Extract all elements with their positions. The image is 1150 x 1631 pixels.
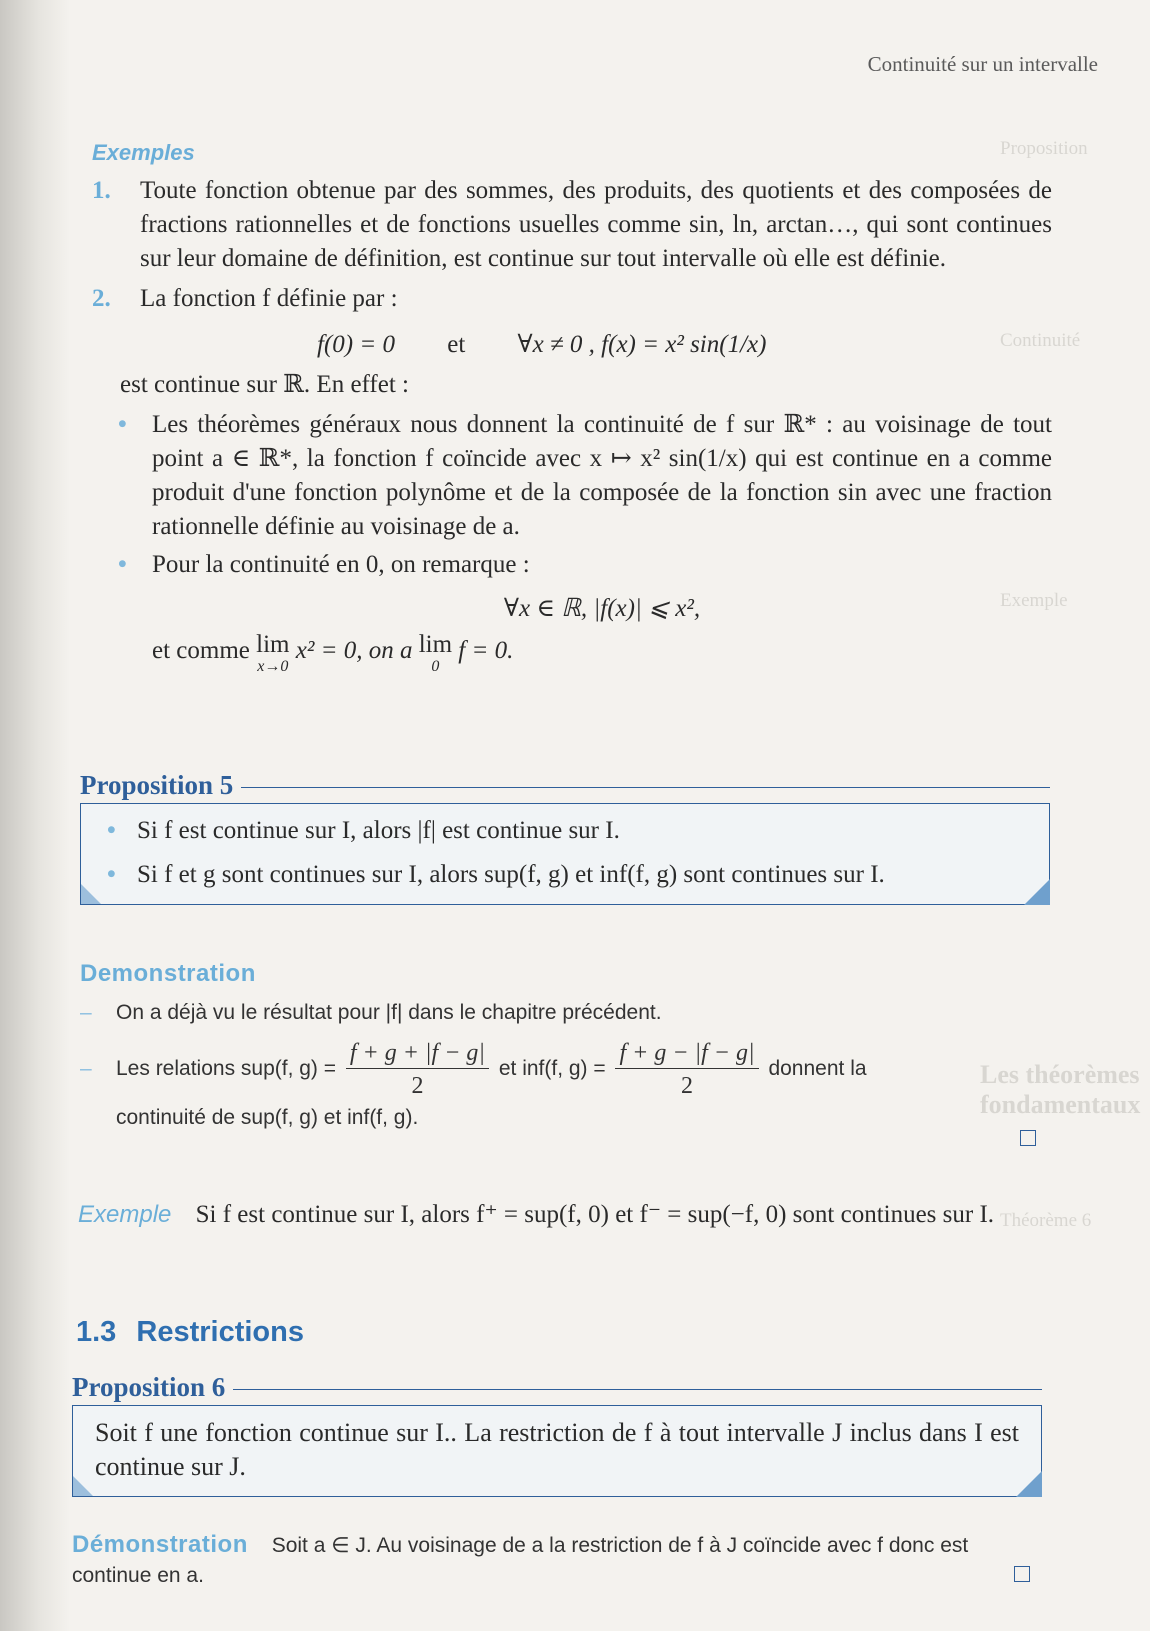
bullet-dot: • (107, 861, 116, 888)
prop-5-bullet-1: Si f est continue sur I, alors |f| est continue sur I. (137, 817, 620, 844)
section-heading (76, 1316, 304, 1349)
demo-5-line-2c: donnent la (768, 1057, 867, 1081)
bullet-1-text: Les théorèmes généraux nous donnent la continuité de f sur ℝ* : au voisinage de tout point a ∈ ℝ*, la fonction f coïncide avec x ↦ x² sin(1/x) qui est continue en a comme produit d'une fonction polynôme et de la composée de la fonction sin avec une fraction rationnelle définie au voisinage de a. (152, 411, 1052, 540)
fraction-sup (346, 1038, 489, 1101)
page-gutter-shadow (0, 0, 70, 1631)
limit-2-tail: f = 0. (458, 637, 514, 664)
demo-5-line-2b: et inf(f, g) = (498, 1057, 606, 1081)
demo-line (80, 998, 1050, 1028)
bleed-through-text: Continuité (1000, 330, 1081, 351)
section-number: 1.3 (76, 1316, 117, 1348)
fraction-sup-denominator: 2 (411, 1073, 424, 1099)
demo-line (80, 1038, 1050, 1101)
limit-2 (418, 631, 453, 678)
limit-2-head: lim (418, 631, 453, 658)
example-2-intro: La fonction f définie par : (140, 285, 398, 312)
section-title: Restrictions (136, 1316, 304, 1348)
bleed-through-text: Les théorèmes fondamentaux (980, 1060, 1141, 1119)
demo-6-text: Soit a ∈ J. Au voisinage de a la restriction de f à J coïncide avec f donc est continue en a. (72, 1534, 969, 1587)
exemple-block (78, 1198, 1043, 1232)
prop-bullet (107, 814, 1027, 848)
example-2-after: est continue sur ℝ. En effet : (120, 371, 409, 398)
prop-bullet (107, 858, 1027, 892)
fraction-inf-numerator: f + g − |f − g| (615, 1038, 758, 1069)
exemple-label: Exemple (78, 1201, 172, 1228)
limit-1 (256, 631, 290, 678)
limit-1-head: lim (256, 631, 290, 658)
example-2-formula (92, 328, 1052, 362)
demonstration-6 (72, 1530, 1042, 1591)
demonstration-5 (80, 960, 1050, 1133)
examples-block (92, 140, 1052, 686)
bullet-dot: • (118, 411, 127, 438)
demonstration-6-title: Démonstration (72, 1531, 248, 1558)
example-item-1 (92, 174, 1052, 276)
prop-6-text: Soit f une fonction continue sur I.. La restriction de f à tout intervalle J inclus dans I est continue sur J. (95, 1418, 1019, 1481)
demonstration-5-title: Demonstration (80, 960, 256, 987)
bleed-through-text: Exemple (1000, 590, 1068, 611)
bullet-item (92, 548, 1052, 582)
bullet-dot: • (118, 551, 127, 578)
fraction-sup-numerator: f + g + |f − g| (346, 1038, 489, 1069)
bleed-through-text: Proposition (1000, 138, 1088, 159)
demo-5-line-2a: Les relations sup(f, g) = (116, 1057, 337, 1081)
bullet-dot: • (107, 817, 116, 844)
proposition-6-box (72, 1405, 1042, 1497)
dash-marker: – (80, 1001, 92, 1024)
proposition-5-label: Proposition 5 (80, 770, 234, 800)
fraction-inf-denominator: 2 (681, 1073, 694, 1099)
examples-label: Exemples (92, 140, 195, 165)
proposition-6 (72, 1372, 1042, 1497)
proposition-5-box (80, 803, 1050, 905)
bullet-2-limit-line (92, 631, 1052, 686)
demo-5-line-1: On a déjà vu le résultat pour |f| dans le chapitre précédent. (116, 1001, 662, 1024)
qed-square (1020, 1130, 1036, 1146)
limit-and-as: et comme (152, 637, 250, 664)
item-number: 2. (92, 285, 111, 312)
proposition-5 (80, 770, 1050, 905)
demo-5-line-3: continuité de sup(f, g) et inf(f, g). (116, 1106, 419, 1129)
bleed-through-text: Théorème 6 (1000, 1210, 1092, 1231)
formula-left: f(0) = 0 (317, 331, 395, 358)
formula-and: et (447, 331, 466, 358)
proposition-5-title (80, 770, 1050, 801)
qed-square (1014, 1566, 1030, 1582)
fraction-inf (615, 1038, 758, 1101)
item-number: 1. (92, 177, 111, 204)
title-rule (233, 1389, 1042, 1390)
limit-2-sub: 0 (431, 658, 440, 675)
prop-5-bullet-2: Si f et g sont continues sur I, alors sup(f, g) et inf(f, g) sont continues sur I. (137, 861, 885, 888)
formula-right: ∀x ≠ 0 , f(x) = x² sin(1/x) (517, 331, 767, 358)
bullet-2-intro: Pour la continuité en 0, on remarque : (152, 551, 530, 578)
example-item-2 (92, 282, 1052, 316)
example-1-text: Toute fonction obtenue par des sommes, des produits, des quotients et des composées de fractions rationnelles et de fonctions usuelles comme sin, ln, arctan…, qui sont continues sur leur domaine de définition, est continue sur tout intervalle où elle est définie. (140, 177, 1052, 272)
bullet-item (92, 408, 1052, 544)
bullet-2-formula: ∀x ∈ ℝ, |f(x)| ⩽ x², (503, 595, 701, 622)
proposition-6-label: Proposition 6 (72, 1372, 226, 1402)
proposition-6-title (72, 1372, 1042, 1403)
exemple-text: Si f est continue sur I, alors f⁺ = sup(f, 0) et f⁻ = sup(−f, 0) sont continues sur I. (195, 1201, 995, 1228)
title-rule (241, 787, 1050, 788)
running-head: Continuité sur un intervalle (867, 52, 1098, 76)
limit-1-sub: x→0 (257, 658, 289, 675)
dash-marker: – (80, 1057, 92, 1080)
limit-1-tail: x² = 0, on a (295, 637, 413, 664)
